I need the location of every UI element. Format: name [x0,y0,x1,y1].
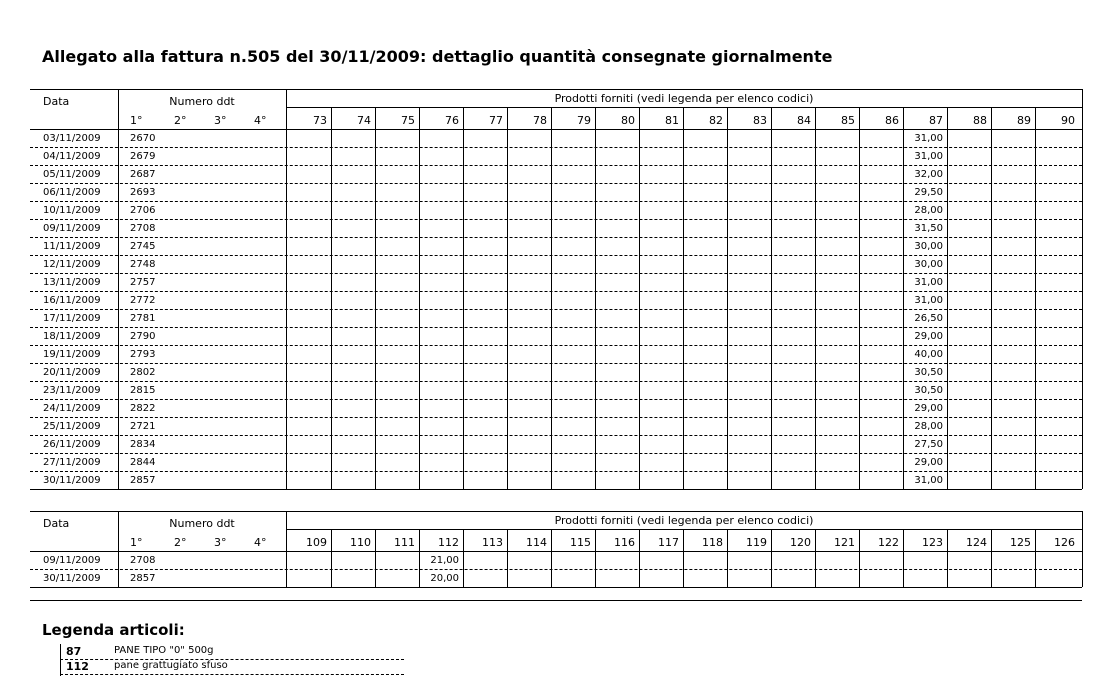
product-column-divider [331,529,332,587]
row-date: 18/11/2009 [43,331,101,342]
row-date: 30/11/2009 [43,475,101,486]
data-header: Data [43,95,70,108]
row-date: 27/11/2009 [43,457,101,468]
data-column-divider [118,89,119,489]
row-separator [30,417,1082,418]
quantity-cell: 32,00 [914,169,943,180]
row-separator [30,363,1082,364]
quantity-cell: 26,50 [914,313,943,324]
product-column-divider [859,529,860,587]
row-date: 06/11/2009 [43,187,101,198]
quantity-cell: 31,50 [914,223,943,234]
row-date: 30/11/2009 [43,573,101,584]
quantity-cell: 29,00 [914,457,943,468]
row-separator [30,183,1082,184]
products-header-divider [286,529,1082,530]
row-ddt-number: 2693 [130,187,156,198]
row-separator [30,147,1082,148]
product-code-header: 78 [533,114,547,127]
product-code-header: 89 [1017,114,1031,127]
product-code-header: 117 [658,536,679,549]
ddt-column-header: 2° [174,114,187,127]
product-column-divider [639,529,640,587]
legend-description: pane grattugiato sfuso [114,660,228,671]
row-ddt-number: 2708 [130,223,156,234]
row-separator [30,345,1082,346]
product-code-header: 82 [709,114,723,127]
row-separator [30,471,1082,472]
product-column-divider [727,529,728,587]
product-code-header: 119 [746,536,767,549]
quantity-cell: 28,00 [914,205,943,216]
product-code-header: 124 [966,536,987,549]
legend-row-separator [60,659,404,660]
table-right-border [1082,511,1083,587]
quantity-cell: 30,00 [914,241,943,252]
product-code-header: 74 [357,114,371,127]
row-separator [30,381,1082,382]
row-separator [30,255,1082,256]
ddt-column-header: 1° [130,536,143,549]
legend-code: 87 [66,645,82,658]
quantity-cell: 31,00 [914,277,943,288]
row-ddt-number: 2844 [130,457,156,468]
quantity-cell: 31,00 [914,133,943,144]
row-ddt-number: 2772 [130,295,156,306]
products-header-divider [286,107,1082,108]
product-code-header: 111 [394,536,415,549]
row-date: 24/11/2009 [43,403,101,414]
header-bottom-border [30,551,1082,552]
product-code-header: 80 [621,114,635,127]
ddt-column-header: 4° [254,536,267,549]
quantity-cell: 40,00 [914,349,943,360]
quantity-cell: 31,00 [914,295,943,306]
product-code-header: 79 [577,114,591,127]
section-separator [30,600,1082,601]
table-top-border [30,511,1082,512]
legend-title: Legenda articoli: [42,621,185,639]
legend-description: PANE TIPO "0" 500g [114,645,214,656]
product-code-header: 112 [438,536,459,549]
ddt-column-header: 1° [130,114,143,127]
numero-ddt-header: Numero ddt [169,517,235,530]
quantity-cell: 30,50 [914,385,943,396]
row-ddt-number: 2793 [130,349,156,360]
product-code-header: 116 [614,536,635,549]
product-code-header: 118 [702,536,723,549]
row-date: 19/11/2009 [43,349,101,360]
row-date: 13/11/2009 [43,277,101,288]
product-code-header: 75 [401,114,415,127]
product-column-divider [991,529,992,587]
product-code-header: 121 [834,536,855,549]
row-ddt-number: 2822 [130,403,156,414]
row-separator [30,291,1082,292]
product-column-divider [903,529,904,587]
row-ddt-number: 2670 [130,133,156,144]
row-separator [30,273,1082,274]
product-code-header: 123 [922,536,943,549]
product-column-divider [419,529,420,587]
quantity-cell: 27,50 [914,439,943,450]
table-right-border [1082,89,1083,489]
product-code-header: 88 [973,114,987,127]
prodotti-header: Prodotti forniti (vedi legenda per elenco codici) [554,92,814,105]
quantity-cell: 20,00 [430,573,459,584]
row-separator [30,201,1082,202]
ddt-column-header: 2° [174,536,187,549]
product-column-divider [463,529,464,587]
product-code-header: 73 [313,114,327,127]
quantity-cell: 29,00 [914,331,943,342]
row-date: 11/11/2009 [43,241,101,252]
legend-row-separator [60,674,404,675]
product-code-header: 83 [753,114,767,127]
product-code-header: 81 [665,114,679,127]
row-ddt-number: 2706 [130,205,156,216]
product-code-header: 90 [1061,114,1075,127]
product-column-divider [595,529,596,587]
row-date: 12/11/2009 [43,259,101,270]
row-separator [30,435,1082,436]
row-ddt-number: 2790 [130,331,156,342]
product-column-divider [947,529,948,587]
product-code-header: 84 [797,114,811,127]
row-date: 09/11/2009 [43,555,101,566]
product-code-header: 77 [489,114,503,127]
page-title: Allegato alla fattura n.505 del 30/11/2009: dettaglio quantità consegnate giornalmente [42,47,833,66]
row-separator [30,453,1082,454]
legend-code: 112 [66,660,89,673]
row-separator [30,399,1082,400]
header-bottom-border [30,129,1082,130]
row-ddt-number: 2745 [130,241,156,252]
product-code-header: 76 [445,114,459,127]
table-bottom-border [30,489,1082,490]
row-ddt-number: 2757 [130,277,156,288]
row-date: 20/11/2009 [43,367,101,378]
row-separator [30,219,1082,220]
product-column-divider [551,529,552,587]
row-ddt-number: 2748 [130,259,156,270]
product-code-header: 122 [878,536,899,549]
row-date: 26/11/2009 [43,439,101,450]
row-ddt-number: 2857 [130,573,156,584]
quantity-cell: 30,50 [914,367,943,378]
ddt-column-divider [286,89,287,489]
quantity-cell: 31,00 [914,151,943,162]
product-code-header: 85 [841,114,855,127]
row-date: 05/11/2009 [43,169,101,180]
product-code-header: 120 [790,536,811,549]
legend-left-border [60,644,61,676]
quantity-cell: 29,00 [914,403,943,414]
row-ddt-number: 2687 [130,169,156,180]
quantity-cell: 21,00 [430,555,459,566]
row-date: 25/11/2009 [43,421,101,432]
quantity-cell: 30,00 [914,259,943,270]
row-separator [30,309,1082,310]
numero-ddt-header: Numero ddt [169,95,235,108]
ddt-column-header: 3° [214,536,227,549]
row-date: 17/11/2009 [43,313,101,324]
row-date: 04/11/2009 [43,151,101,162]
row-ddt-number: 2721 [130,421,156,432]
row-ddt-number: 2815 [130,385,156,396]
row-date: 16/11/2009 [43,295,101,306]
quantity-cell: 28,00 [914,421,943,432]
row-date: 23/11/2009 [43,385,101,396]
product-column-divider [375,529,376,587]
ddt-column-header: 3° [214,114,227,127]
table-bottom-border [30,587,1082,588]
product-code-header: 86 [885,114,899,127]
prodotti-header: Prodotti forniti (vedi legenda per elenco codici) [554,514,814,527]
row-ddt-number: 2802 [130,367,156,378]
product-column-divider [815,529,816,587]
product-code-header: 125 [1010,536,1031,549]
quantity-cell: 31,00 [914,475,943,486]
product-code-header: 110 [350,536,371,549]
row-date: 03/11/2009 [43,133,101,144]
row-ddt-number: 2834 [130,439,156,450]
product-column-divider [771,529,772,587]
product-column-divider [507,529,508,587]
row-separator [30,165,1082,166]
row-separator [30,327,1082,328]
row-ddt-number: 2857 [130,475,156,486]
row-separator [30,237,1082,238]
product-code-header: 87 [929,114,943,127]
product-column-divider [1035,529,1036,587]
product-column-divider [683,529,684,587]
ddt-column-header: 4° [254,114,267,127]
row-ddt-number: 2708 [130,555,156,566]
product-code-header: 113 [482,536,503,549]
product-code-header: 109 [306,536,327,549]
table-top-border [30,89,1082,90]
quantity-cell: 29,50 [914,187,943,198]
product-code-header: 126 [1054,536,1075,549]
row-ddt-number: 2679 [130,151,156,162]
data-header: Data [43,517,70,530]
row-date: 09/11/2009 [43,223,101,234]
product-code-header: 115 [570,536,591,549]
product-code-header: 114 [526,536,547,549]
row-separator [30,569,1082,570]
row-date: 10/11/2009 [43,205,101,216]
row-ddt-number: 2781 [130,313,156,324]
